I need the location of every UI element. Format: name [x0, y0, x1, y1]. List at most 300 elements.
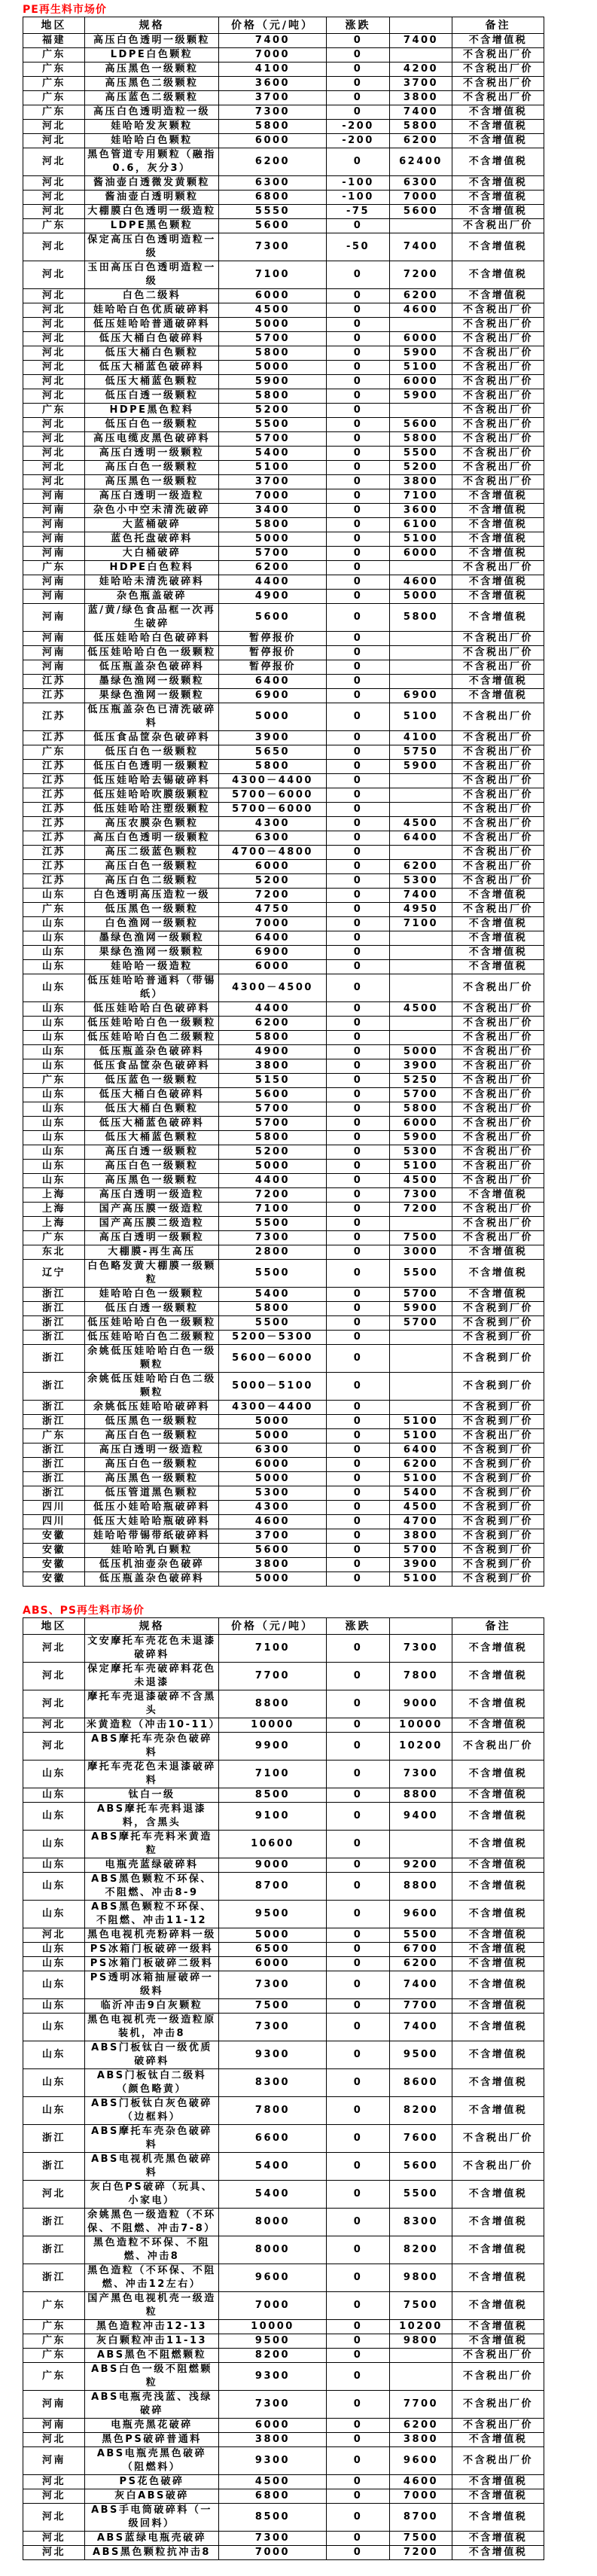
- cell-change: 0: [327, 1458, 390, 1472]
- cell-spec: 低压食品筐杂色破碎料: [85, 1059, 219, 1074]
- cell-price-alt: 9200: [390, 1858, 452, 1873]
- cell-note: 不含税出厂价: [452, 731, 544, 745]
- cell-price-alt: 6200: [390, 289, 452, 303]
- cell-spec: 高压白色一级颗粒: [85, 860, 219, 874]
- cell-price-alt: [390, 660, 452, 675]
- cell-price-alt: 5900: [390, 389, 452, 404]
- table-row: [23, 1074, 544, 1088]
- cell-price-alt: 5000: [390, 590, 452, 604]
- cell-region: 东北: [23, 1245, 85, 1260]
- cell-note: 不含增值税: [452, 917, 544, 931]
- table-row: [23, 2097, 544, 2125]
- table-row: [23, 1472, 544, 1486]
- cell-price-alt: [390, 946, 452, 960]
- cell-region: 浙江: [23, 2125, 85, 2153]
- cell-price: 10000: [219, 2320, 327, 2334]
- cell-price: 7400: [219, 34, 327, 48]
- table-row: [23, 1761, 544, 1788]
- cell-price: 5700: [219, 1117, 327, 1131]
- cell-change: 0: [327, 2363, 390, 2391]
- cell-note: 不含增值税: [452, 1663, 544, 1690]
- cell-region: 江苏: [23, 689, 85, 703]
- table-row: [23, 205, 544, 219]
- cell-note: 不含税到厂价: [452, 1331, 544, 1345]
- cell-note: 不含增值税: [452, 1788, 544, 1803]
- cell-change: 0: [327, 575, 390, 590]
- cell-price-alt: 7100: [390, 917, 452, 931]
- cell-price-alt: [390, 774, 452, 788]
- cell-change: 0: [327, 1174, 390, 1188]
- cell-price-alt: 7200: [390, 1203, 452, 1217]
- cell-change: 0: [327, 1544, 390, 1558]
- table-row: [23, 77, 544, 91]
- cell-price-alt: 5700: [390, 1316, 452, 1331]
- cell-region: 福建: [23, 34, 85, 48]
- cell-price: 6000: [219, 134, 327, 148]
- table-row: [23, 2209, 544, 2236]
- cell-region: 河南: [23, 518, 85, 532]
- cell-note: 不含税到厂价: [452, 1373, 544, 1401]
- cell-region: 山东: [23, 1831, 85, 1858]
- table-row: [23, 532, 544, 547]
- table-row: [23, 745, 544, 760]
- cell-spec: 低压白透一级颗粒: [85, 389, 219, 404]
- cell-price: 9300: [219, 2041, 327, 2069]
- cell-note: 不含税出厂价: [452, 1733, 544, 1761]
- cell-price: 5500: [219, 418, 327, 432]
- cell-price-alt: 9500: [390, 2041, 452, 2069]
- table-row: [23, 731, 544, 745]
- cell-note: 不含增值税: [452, 518, 544, 532]
- cell-price: 6900: [219, 689, 327, 703]
- cell-note: 不含增值税: [452, 2041, 544, 2069]
- cell-change: 0: [327, 2489, 390, 2504]
- cell-note: 不含增值税: [452, 34, 544, 48]
- cell-note: 不含税出厂价: [452, 432, 544, 447]
- cell-price: 3700: [219, 1529, 327, 1544]
- cell-change: 0: [327, 1102, 390, 1117]
- cell-change: 0: [327, 2153, 390, 2181]
- cell-price: 7800: [219, 2097, 327, 2125]
- cell-note: 不含增值税: [452, 2292, 544, 2320]
- cell-price-alt: [390, 646, 452, 660]
- cell-change: 0: [327, 646, 390, 660]
- cell-region: 山东: [23, 1901, 85, 1928]
- cell-spec: 黑色电视机壳粉碎料一级: [85, 1928, 219, 1943]
- cell-spec: 保定高压白色透明造粒一级: [85, 233, 219, 261]
- cell-note: 不含税出厂价: [452, 1117, 544, 1131]
- cell-price: 4100: [219, 62, 327, 77]
- table-row: [23, 1245, 544, 1260]
- table-row: [23, 2419, 544, 2433]
- cell-price-alt: [390, 788, 452, 803]
- cell-price-alt: 9600: [390, 2447, 452, 2475]
- cell-note: 不含税出厂价: [452, 1145, 544, 1160]
- cell-change: 0: [327, 2546, 390, 2560]
- cell-spec: 高压黑色一级颗粒: [85, 1472, 219, 1486]
- table-row: [23, 1733, 544, 1761]
- cell-note: 不含增值税: [452, 1761, 544, 1788]
- cell-price-alt: [390, 1373, 452, 1401]
- cell-change: 0: [327, 1486, 390, 1501]
- cell-note: 不含增值税: [452, 120, 544, 134]
- cell-spec: 高压白透明一级颗粒: [85, 1231, 219, 1245]
- cell-price: 5000: [219, 318, 327, 332]
- cell-region: 河南: [23, 646, 85, 660]
- cell-price-alt: 6000: [390, 547, 452, 561]
- cell-price: 5300: [219, 1486, 327, 1501]
- cell-spec: 高压白色一级颗粒: [85, 1160, 219, 1174]
- cell-price-alt: 5700: [390, 1288, 452, 1302]
- cell-region: 山东: [23, 974, 85, 1002]
- table-row: [23, 2236, 544, 2264]
- cell-change: 0: [327, 689, 390, 703]
- cell-spec: 娃哈哈未清洗破碎料: [85, 575, 219, 590]
- cell-price-alt: [390, 1401, 452, 1415]
- cell-change: 0: [327, 632, 390, 646]
- cell-change: 0: [327, 1515, 390, 1529]
- pe-price-table: [23, 17, 544, 1587]
- cell-price-alt: 4600: [390, 303, 452, 318]
- cell-note: 不含增值税: [452, 489, 544, 504]
- cell-price-alt: 8200: [390, 2236, 452, 2264]
- cell-note: 不含税到厂价: [452, 1544, 544, 1558]
- cell-price: 6300: [219, 831, 327, 846]
- cell-price: 5400: [219, 2153, 327, 2181]
- cell-change: 0: [327, 1074, 390, 1088]
- cell-price-alt: [390, 561, 452, 575]
- cell-price-alt: 10200: [390, 2320, 452, 2334]
- cell-region: 山东: [23, 1788, 85, 1803]
- cell-change: -200: [327, 120, 390, 134]
- cell-change: 0: [327, 219, 390, 233]
- cell-region: 河北: [23, 332, 85, 346]
- table-row: [23, 1288, 544, 1302]
- cell-note: 不含增值税: [452, 1260, 544, 1288]
- cell-change: 0: [327, 1858, 390, 1873]
- cell-region: 河北: [23, 2475, 85, 2489]
- cell-note: 不含增值税: [452, 2014, 544, 2041]
- cell-price-alt: 4500: [390, 1501, 452, 1515]
- cell-region: 山东: [23, 1943, 85, 1957]
- cell-region: 河北: [23, 475, 85, 489]
- cell-price-alt: 7200: [390, 2546, 452, 2560]
- cell-change: 0: [327, 846, 390, 860]
- cell-change: 0: [327, 590, 390, 604]
- cell-change: 0: [327, 1971, 390, 1999]
- cell-price: 10000: [219, 1718, 327, 1733]
- column-header: 地区: [23, 1618, 85, 1635]
- cell-region: 河南: [23, 489, 85, 504]
- table-row: [23, 1928, 544, 1943]
- cell-price: 6200: [219, 561, 327, 575]
- table-row: [23, 2014, 544, 2041]
- cell-price: 4700－4800: [219, 846, 327, 860]
- cell-region: 广东: [23, 561, 85, 575]
- cell-price-alt: 6200: [390, 1957, 452, 1971]
- cell-note: 不含税到厂价: [452, 1472, 544, 1486]
- column-header: [390, 1618, 452, 1635]
- cell-price: 7100: [219, 1761, 327, 1788]
- cell-change: 0: [327, 361, 390, 375]
- cell-price-alt: 4500: [390, 1002, 452, 1017]
- cell-price-alt: 7000: [390, 191, 452, 205]
- cell-note: 不含增值税: [452, 889, 544, 903]
- cell-change: 0: [327, 1002, 390, 1017]
- cell-note: 不含增值税: [452, 2433, 544, 2447]
- cell-price-alt: 8700: [390, 2504, 452, 2532]
- table-row: [23, 660, 544, 675]
- cell-price-alt: 4500: [390, 817, 452, 831]
- cell-note: 不含增值税: [452, 2489, 544, 2504]
- cell-price-alt: 5900: [390, 346, 452, 361]
- cell-price-alt: 7500: [390, 1231, 452, 1245]
- cell-price-alt: 9000: [390, 1690, 452, 1718]
- cell-change: 0: [327, 675, 390, 689]
- cell-note: 不含税出厂价: [452, 1002, 544, 1017]
- cell-region: 安徽: [23, 1529, 85, 1544]
- cell-region: 河北: [23, 432, 85, 447]
- cell-region: 河北: [23, 134, 85, 148]
- table-row: [23, 604, 544, 632]
- cell-spec: ABS门板钛白二级料（颜色略黄）: [85, 2069, 219, 2097]
- table-row: [23, 404, 544, 418]
- cell-price: 9300: [219, 2447, 327, 2475]
- cell-spec: 墨绿色渔网一级颗粒: [85, 675, 219, 689]
- cell-price: 8500: [219, 2504, 327, 2532]
- table-row: [23, 489, 544, 504]
- cell-price: 4400: [219, 1174, 327, 1188]
- cell-note: 不含税出厂价: [452, 2363, 544, 2391]
- cell-price: 7000: [219, 489, 327, 504]
- cell-price: 7300: [219, 2014, 327, 2041]
- table-row: [23, 1971, 544, 1999]
- cell-price-alt: 5250: [390, 1074, 452, 1088]
- cell-note: 不含税到厂价: [452, 1443, 544, 1458]
- cell-region: 河北: [23, 2546, 85, 2560]
- cell-price-alt: 5600: [390, 2153, 452, 2181]
- cell-price-alt: 5400: [390, 1486, 452, 1501]
- cell-note: 不含税出厂价: [452, 404, 544, 418]
- cell-price-alt: [390, 632, 452, 646]
- table-row: [23, 1145, 544, 1160]
- cell-note: 不含税出厂价: [452, 646, 544, 660]
- column-header: 备注: [452, 1618, 544, 1635]
- cell-change: 0: [327, 2391, 390, 2419]
- cell-change: 0: [327, 2041, 390, 2069]
- table-row: [23, 1515, 544, 1529]
- table-row: [23, 1458, 544, 1472]
- cell-note: 不含增值税: [452, 205, 544, 219]
- cell-note: 不含增值税: [452, 1288, 544, 1302]
- cell-note: 不含增值税: [452, 532, 544, 547]
- cell-change: 0: [327, 105, 390, 120]
- table-row: [23, 62, 544, 77]
- cell-note: 不含增值税: [452, 1188, 544, 1203]
- table-row: [23, 1331, 544, 1345]
- table-row: [23, 1316, 544, 1331]
- cell-region: 山东: [23, 889, 85, 903]
- cell-region: 山东: [23, 1999, 85, 2014]
- table-row: [23, 1088, 544, 1102]
- cell-change: 0: [327, 62, 390, 77]
- cell-price: 4900: [219, 1045, 327, 1059]
- cell-change: 0: [327, 332, 390, 346]
- cell-price: 4300: [219, 1501, 327, 1515]
- table-row: [23, 2489, 544, 2504]
- cell-region: 浙江: [23, 1472, 85, 1486]
- cell-price-alt: 3600: [390, 504, 452, 518]
- cell-spec: 低压大桶蓝色破碎料: [85, 361, 219, 375]
- cell-region: 山东: [23, 1045, 85, 1059]
- cell-note: 不含增值税: [452, 2236, 544, 2264]
- cell-region: 江苏: [23, 846, 85, 860]
- cell-region: 河北: [23, 318, 85, 332]
- table-row: [23, 1718, 544, 1733]
- cell-spec: ABS蓝绿电瓶壳破碎: [85, 2532, 219, 2546]
- column-header: 规格: [85, 17, 219, 34]
- table-row: [23, 1558, 544, 1572]
- table-row: [23, 774, 544, 788]
- cell-note: 不含税出厂价: [452, 91, 544, 105]
- cell-note: 不含增值税: [452, 2097, 544, 2125]
- cell-note: 不含增值税: [452, 2264, 544, 2292]
- cell-price: 7000: [219, 2292, 327, 2320]
- cell-spec: 大棚膜-再生高压: [85, 1245, 219, 1260]
- cell-price-alt: 8800: [390, 1788, 452, 1803]
- cell-note: 不含增值税: [452, 960, 544, 974]
- cell-note: 不含增值税: [452, 2504, 544, 2532]
- cell-change: 0: [327, 261, 390, 289]
- cell-note: 不含增值税: [452, 2475, 544, 2489]
- cell-price: 3900: [219, 731, 327, 745]
- cell-note: 不含增值税: [452, 1999, 544, 2014]
- cell-price-alt: 9800: [390, 2264, 452, 2292]
- table-row: [23, 1401, 544, 1415]
- cell-spec: 摩托车壳退漆破碎不含黑头: [85, 1690, 219, 1718]
- cell-note: 不含增值税: [452, 1803, 544, 1831]
- cell-spec: 低压大桶蓝色颗粒: [85, 375, 219, 389]
- cell-spec: 蓝/黄/绿色食品框一次再生破碎: [85, 604, 219, 632]
- cell-spec: 白色二级料: [85, 289, 219, 303]
- table-row: [23, 547, 544, 561]
- cell-price-alt: 4200: [390, 62, 452, 77]
- cell-price-alt: 7400: [390, 34, 452, 48]
- cell-note: 不含税出厂价: [452, 318, 544, 332]
- table-row: [23, 1203, 544, 1217]
- cell-price: 4400: [219, 1002, 327, 1017]
- table-row: [23, 1788, 544, 1803]
- column-header: 规格: [85, 1618, 219, 1635]
- cell-note: 不含税出厂价: [452, 1174, 544, 1188]
- cell-price-alt: 5800: [390, 120, 452, 134]
- cell-price: 5700: [219, 432, 327, 447]
- cell-region: 山东: [23, 1174, 85, 1188]
- cell-region: 山东: [23, 960, 85, 974]
- cell-spec: ABS电瓶壳黑色破碎（阻燃料）: [85, 2447, 219, 2475]
- cell-note: 不含增值税: [452, 134, 544, 148]
- cell-spec: HDPE黑色粒料: [85, 404, 219, 418]
- cell-price: 5200: [219, 874, 327, 889]
- cell-change: 0: [327, 889, 390, 903]
- cell-region: 浙江: [23, 2153, 85, 2181]
- cell-price: 暂停报价: [219, 660, 327, 675]
- cell-price: 5000: [219, 532, 327, 547]
- pe-section-title: PE再生料市场价: [23, 4, 107, 16]
- cell-note: 不含税出厂价: [452, 1429, 544, 1443]
- cell-region: 山东: [23, 1145, 85, 1160]
- cell-region: 安徽: [23, 1544, 85, 1558]
- cell-price-alt: 5700: [390, 1544, 452, 1558]
- cell-price: 暂停报价: [219, 646, 327, 660]
- cell-change: 0: [327, 318, 390, 332]
- cell-price: 7000: [219, 2546, 327, 2560]
- cell-spec: 蓝色托盘破碎料: [85, 532, 219, 547]
- cell-change: -100: [327, 191, 390, 205]
- cell-spec: 摩托车壳花色未退漆破碎料: [85, 1761, 219, 1788]
- cell-note: 不含税到厂价: [452, 1401, 544, 1415]
- cell-note: 不含增值税: [452, 1971, 544, 1999]
- cell-region: 广东: [23, 1074, 85, 1088]
- cell-note: 不含增值税: [452, 2069, 544, 2097]
- table-row: [23, 148, 544, 176]
- cell-change: 0: [327, 731, 390, 745]
- cell-price-alt: 7300: [390, 1188, 452, 1203]
- cell-price-alt: [390, 1331, 452, 1345]
- cell-note: 不含税出厂价: [452, 1131, 544, 1145]
- cell-change: 0: [327, 745, 390, 760]
- cell-spec: 钛白一级: [85, 1788, 219, 1803]
- cell-change: 0: [327, 1690, 390, 1718]
- cell-note: 不含增值税: [452, 1690, 544, 1718]
- cell-region: 河南: [23, 532, 85, 547]
- cell-price-alt: 3900: [390, 1558, 452, 1572]
- cell-change: 0: [327, 34, 390, 48]
- cell-price-alt: [390, 2363, 452, 2391]
- cell-price-alt: [390, 675, 452, 689]
- cell-price-alt: 7800: [390, 1663, 452, 1690]
- cell-price-alt: 5100: [390, 1160, 452, 1174]
- cell-note: 不含税到厂价: [452, 1415, 544, 1429]
- cell-price-alt: 10200: [390, 1733, 452, 1761]
- cell-spec: 文安摩托车壳花色未退漆破碎料: [85, 1635, 219, 1663]
- cell-price: 5400: [219, 2181, 327, 2209]
- cell-price-alt: 7300: [390, 1635, 452, 1663]
- cell-change: 0: [327, 974, 390, 1002]
- cell-change: 0: [327, 2447, 390, 2475]
- table-row: [23, 2532, 544, 2546]
- cell-price-alt: 5100: [390, 361, 452, 375]
- cell-price: 5800: [219, 1302, 327, 1316]
- cell-price: 6000: [219, 1957, 327, 1971]
- cell-note: 不含税到厂价: [452, 1302, 544, 1316]
- cell-note: 不含税出厂价: [452, 1045, 544, 1059]
- cell-price-alt: 9800: [390, 2334, 452, 2349]
- cell-price: 6900: [219, 946, 327, 960]
- cell-region: 河北: [23, 2504, 85, 2532]
- cell-spec: ABS黑色颗粒不环保、不阻燃、冲击8-9: [85, 1873, 219, 1901]
- cell-price-alt: 9400: [390, 1803, 452, 1831]
- cell-price: 9600: [219, 2264, 327, 2292]
- table-row: [23, 2433, 544, 2447]
- cell-region: 广东: [23, 62, 85, 77]
- cell-price-alt: 6200: [390, 1458, 452, 1472]
- cell-note: 不含增值税: [452, 946, 544, 960]
- cell-region: 河南: [23, 575, 85, 590]
- table-row: [23, 675, 544, 689]
- cell-note: 不含税出厂价: [452, 1160, 544, 1174]
- cell-region: 广东: [23, 1429, 85, 1443]
